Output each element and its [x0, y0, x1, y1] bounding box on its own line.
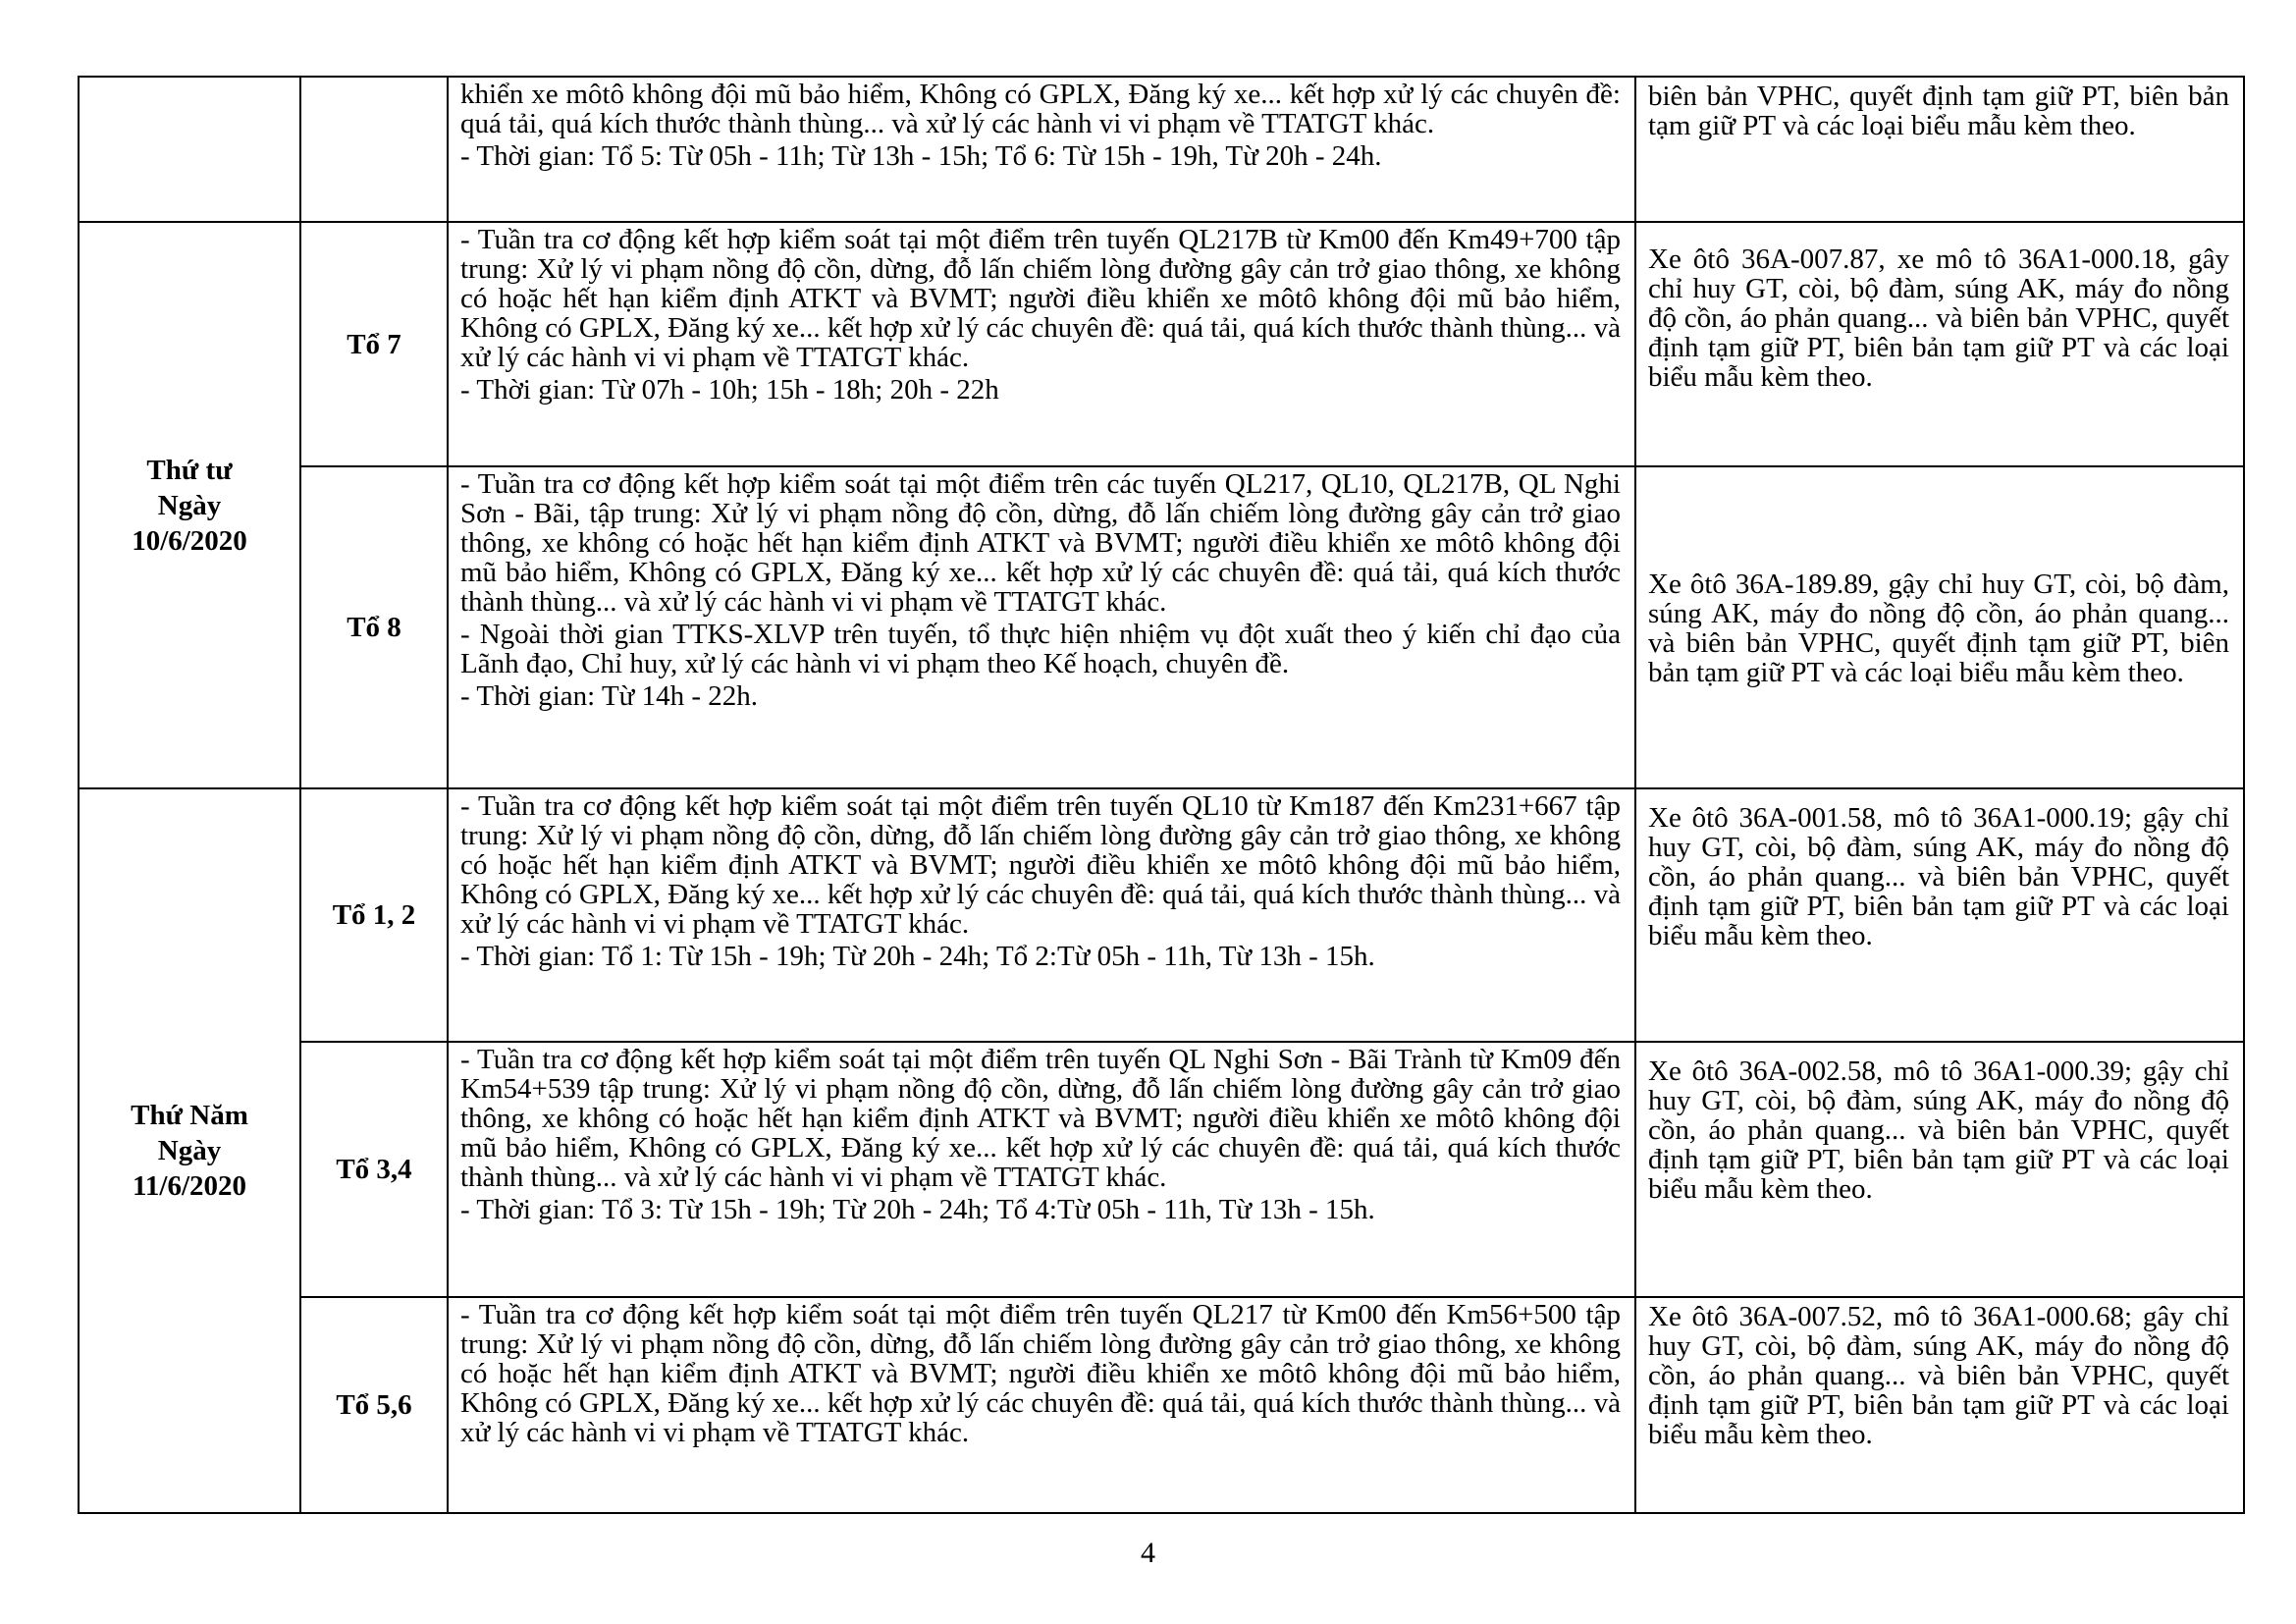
task-time: - Thời gian: Từ 07h - 10h; 15h - 18h; 20h - 22h [460, 374, 999, 406]
task-description: - Tuần tra cơ động kết hợp kiểm soát tại một điểm trên tuyến QL Nghi Sơn - Bãi Trành từ Km09 đến Km54+539 tập trung: Xử lý vi phạm nồng độ cồn, dừng, đỗ lấn chiếm lòng đường gây cản trở giao thông, xe không có hoặc hết hạn kiểm định ATKT và BVMT; người điều khiển xe môtô không đội mũ bảo hiểm, Không có GPLX, Đăng ký xe... kết hợp xử lý các chuyên đề: quá tải, quá kích thước thành thùng... và xử lý các hành vi vi phạm về TTATGT khác. [460, 1044, 1621, 1193]
day-label: Ngày [157, 1135, 222, 1166]
equipment-cell [1635, 1042, 2244, 1297]
day-cell-wednesday [79, 222, 300, 788]
equipment-cell [1635, 222, 2244, 466]
task-time: - Thời gian: Tổ 3: Từ 15h - 19h; Từ 20h - 24h; Tổ 4:Từ 05h - 11h, Từ 13h - 15h. [460, 1194, 1375, 1225]
day-label: Ngày [157, 489, 222, 521]
day-cell-empty [79, 77, 300, 222]
equipment-cell [1635, 77, 2244, 222]
equipment-cell [1635, 1297, 2244, 1513]
task-cell [448, 1042, 1635, 1297]
table-row [79, 466, 2244, 788]
day-weekday: Thứ Năm [131, 1100, 248, 1131]
task-cell [448, 222, 1635, 466]
table-row [79, 77, 2244, 222]
table-row [79, 1297, 2244, 1513]
team-cell: Tổ 8 [300, 466, 448, 788]
table-row [79, 222, 2244, 466]
task-cell [448, 1297, 1635, 1513]
task-cell [448, 788, 1635, 1042]
team-cell: Tổ 1, 2 [300, 788, 448, 1042]
equipment-text: biên bản VPHC, quyết định tạm giữ PT, biên bản tạm giữ PT và các loại biểu mẫu kèm theo. [1648, 81, 2229, 141]
table-row [79, 788, 2244, 1042]
day-date: 11/6/2020 [132, 1170, 246, 1202]
team-cell: Tổ 5,6 [300, 1297, 448, 1513]
task-note: - Ngoài thời gian TTKS-XLVP trên tuyến, tổ thực hiện nhiệm vụ đột xuất theo ý kiến chỉ đạo của Lãnh đạo, Chỉ huy, xử lý các hành vi vi phạm theo Kế hoạch, chuyên đề. [460, 619, 1621, 679]
team-cell-empty [300, 77, 448, 222]
equipment-text: Xe ôtô 36A-002.58, mô tô 36A1-000.39; gậy chỉ huy GT, còi, bộ đàm, súng AK, máy đo nồng độ cồn, áo phản quang... và biên bản VPHC, quyết định tạm giữ PT, biên bản tạm giữ PT và các loại biểu mẫu kèm theo. [1648, 1056, 2229, 1205]
equipment-text: Xe ôtô 36A-001.58, mô tô 36A1-000.19; gậy chỉ huy GT, còi, bộ đàm, súng AK, máy đo nồng độ cồn, áo phản quang... và biên bản VPHC, quyết định tạm giữ PT, biên bản tạm giữ PT và các loại biểu mẫu kèm theo. [1648, 802, 2229, 951]
task-time: - Thời gian: Từ 14h - 22h. [460, 680, 759, 712]
equipment-text: Xe ôtô 36A-007.87, xe mô tô 36A1-000.18, gây chỉ huy GT, còi, bộ đàm, súng AK, máy đo nồng độ cồn, áo phản quang... và biên bản VPHC, quyết định tạm giữ PT, biên bản tạm giữ PT và các loại biểu mẫu kèm theo. [1648, 244, 2229, 393]
equipment-cell [1635, 466, 2244, 788]
equipment-text: Xe ôtô 36A-007.52, mô tô 36A1-000.68; gây chỉ huy GT, còi, bộ đàm, súng AK, máy đo nồng độ cồn, áo phản quang... và biên bản VPHC, quyết định tạm giữ PT, biên bản tạm giữ PT và các loại biểu mẫu kèm theo. [1648, 1301, 2229, 1450]
table-row [79, 1042, 2244, 1297]
day-date: 10/6/2020 [132, 524, 247, 557]
task-time: - Thời gian: Tổ 5: Từ 05h - 11h; Từ 13h - 15h; Tổ 6: Từ 15h - 19h, Từ 20h - 24h. [460, 140, 1382, 172]
team-cell: Tổ 7 [300, 222, 448, 466]
task-description: - Tuần tra cơ động kết hợp kiểm soát tại một điểm trên tuyến QL217 từ Km00 đến Km56+500 tập trung: Xử lý vi phạm nồng độ cồn, dừng, đỗ lấn chiếm lòng đường gây cản trở giao thông, xe không có hoặc hết hạn kiểm định ATKT và BVMT; người điều khiển xe môtô không đội mũ bảo hiểm, Không có GPLX, Đăng ký xe... kết hợp xử lý các chuyên đề: quá tải, quá kích thước thành thùng... và xử lý các hành vi vi phạm về TTATGT khác. [460, 1299, 1621, 1448]
task-description: - Tuần tra cơ động kết hợp kiểm soát tại một điểm trên tuyến QL10 từ Km187 đến Km231+667 tập trung: Xử lý vi phạm nồng độ cồn, dừng, đỗ lấn chiếm lòng đường gây cản trở giao thông, xe không có hoặc hết hạn kiểm định ATKT và BVMT; người điều khiển xe môtô không đội mũ bảo hiểm, Không có GPLX, Đăng ký xe... kết hợp xử lý các chuyên đề: quá tải, quá kích thước thành thùng... và xử lý các hành vi vi phạm về TTATGT khác. [460, 790, 1621, 940]
page-number: 4 [1141, 1537, 1155, 1569]
equipment-cell [1635, 788, 2244, 1042]
task-description: - Tuần tra cơ động kết hợp kiểm soát tại một điểm trên các tuyến QL217, QL10, QL217B, QL Nghi Sơn - Bãi, tập trung: Xử lý vi phạm nồng độ cồn, dừng, đỗ lấn chiếm lòng đường gây cản trở giao thông, xe không có hoặc hết hạn kiểm định ATKT và BVMT; người điều khiển xe môtô không đội mũ bảo hiểm, Không có GPLX, Đăng ký xe... kết hợp xử lý các chuyên đề: quá tải, quá kích thước thành thùng... và xử lý các hành vi vi phạm về TTATGT khác. [460, 468, 1621, 618]
equipment-text: Xe ôtô 36A-189.89, gậy chỉ huy GT, còi, bộ đàm, súng AK, máy đo nồng độ cồn, áo phản quang... và biên bản VPHC, quyết định tạm giữ PT, biên bản tạm giữ PT và các loại biểu mẫu kèm theo. [1648, 568, 2229, 688]
team-cell: Tổ 3,4 [300, 1042, 448, 1297]
task-description: - Tuần tra cơ động kết hợp kiểm soát tại một điểm trên tuyến QL217B từ Km00 đến Km49+700 tập trung: Xử lý vi phạm nồng độ cồn, dừng, đỗ lấn chiếm lòng đường gây cản trở giao thông, xe không có hoặc hết hạn kiểm định ATKT và BVMT; người điều khiển xe môtô không đội mũ bảo hiểm, Không có GPLX, Đăng ký xe... kết hợp xử lý các chuyên đề: quá tải, quá kích thước thành thùng... và xử lý các hành vi vi phạm về TTATGT khác. [460, 224, 1621, 373]
day-weekday: Thứ tư [146, 454, 233, 486]
task-description: khiển xe môtô không đội mũ bảo hiểm, Không có GPLX, Đăng ký xe... kết hợp xử lý các chuyên đề: quá tải, quá kích thước thành thùng... và xử lý các hành vi vi phạm về TTATGT khác. [460, 79, 1621, 139]
task-cell [448, 77, 1635, 222]
day-cell-thursday [79, 788, 300, 1513]
task-time: - Thời gian: Tổ 1: Từ 15h - 19h; Từ 20h - 24h; Tổ 2:Từ 05h - 11h, Từ 13h - 15h. [460, 941, 1375, 972]
schedule-table [78, 76, 2245, 1514]
task-cell [448, 466, 1635, 788]
